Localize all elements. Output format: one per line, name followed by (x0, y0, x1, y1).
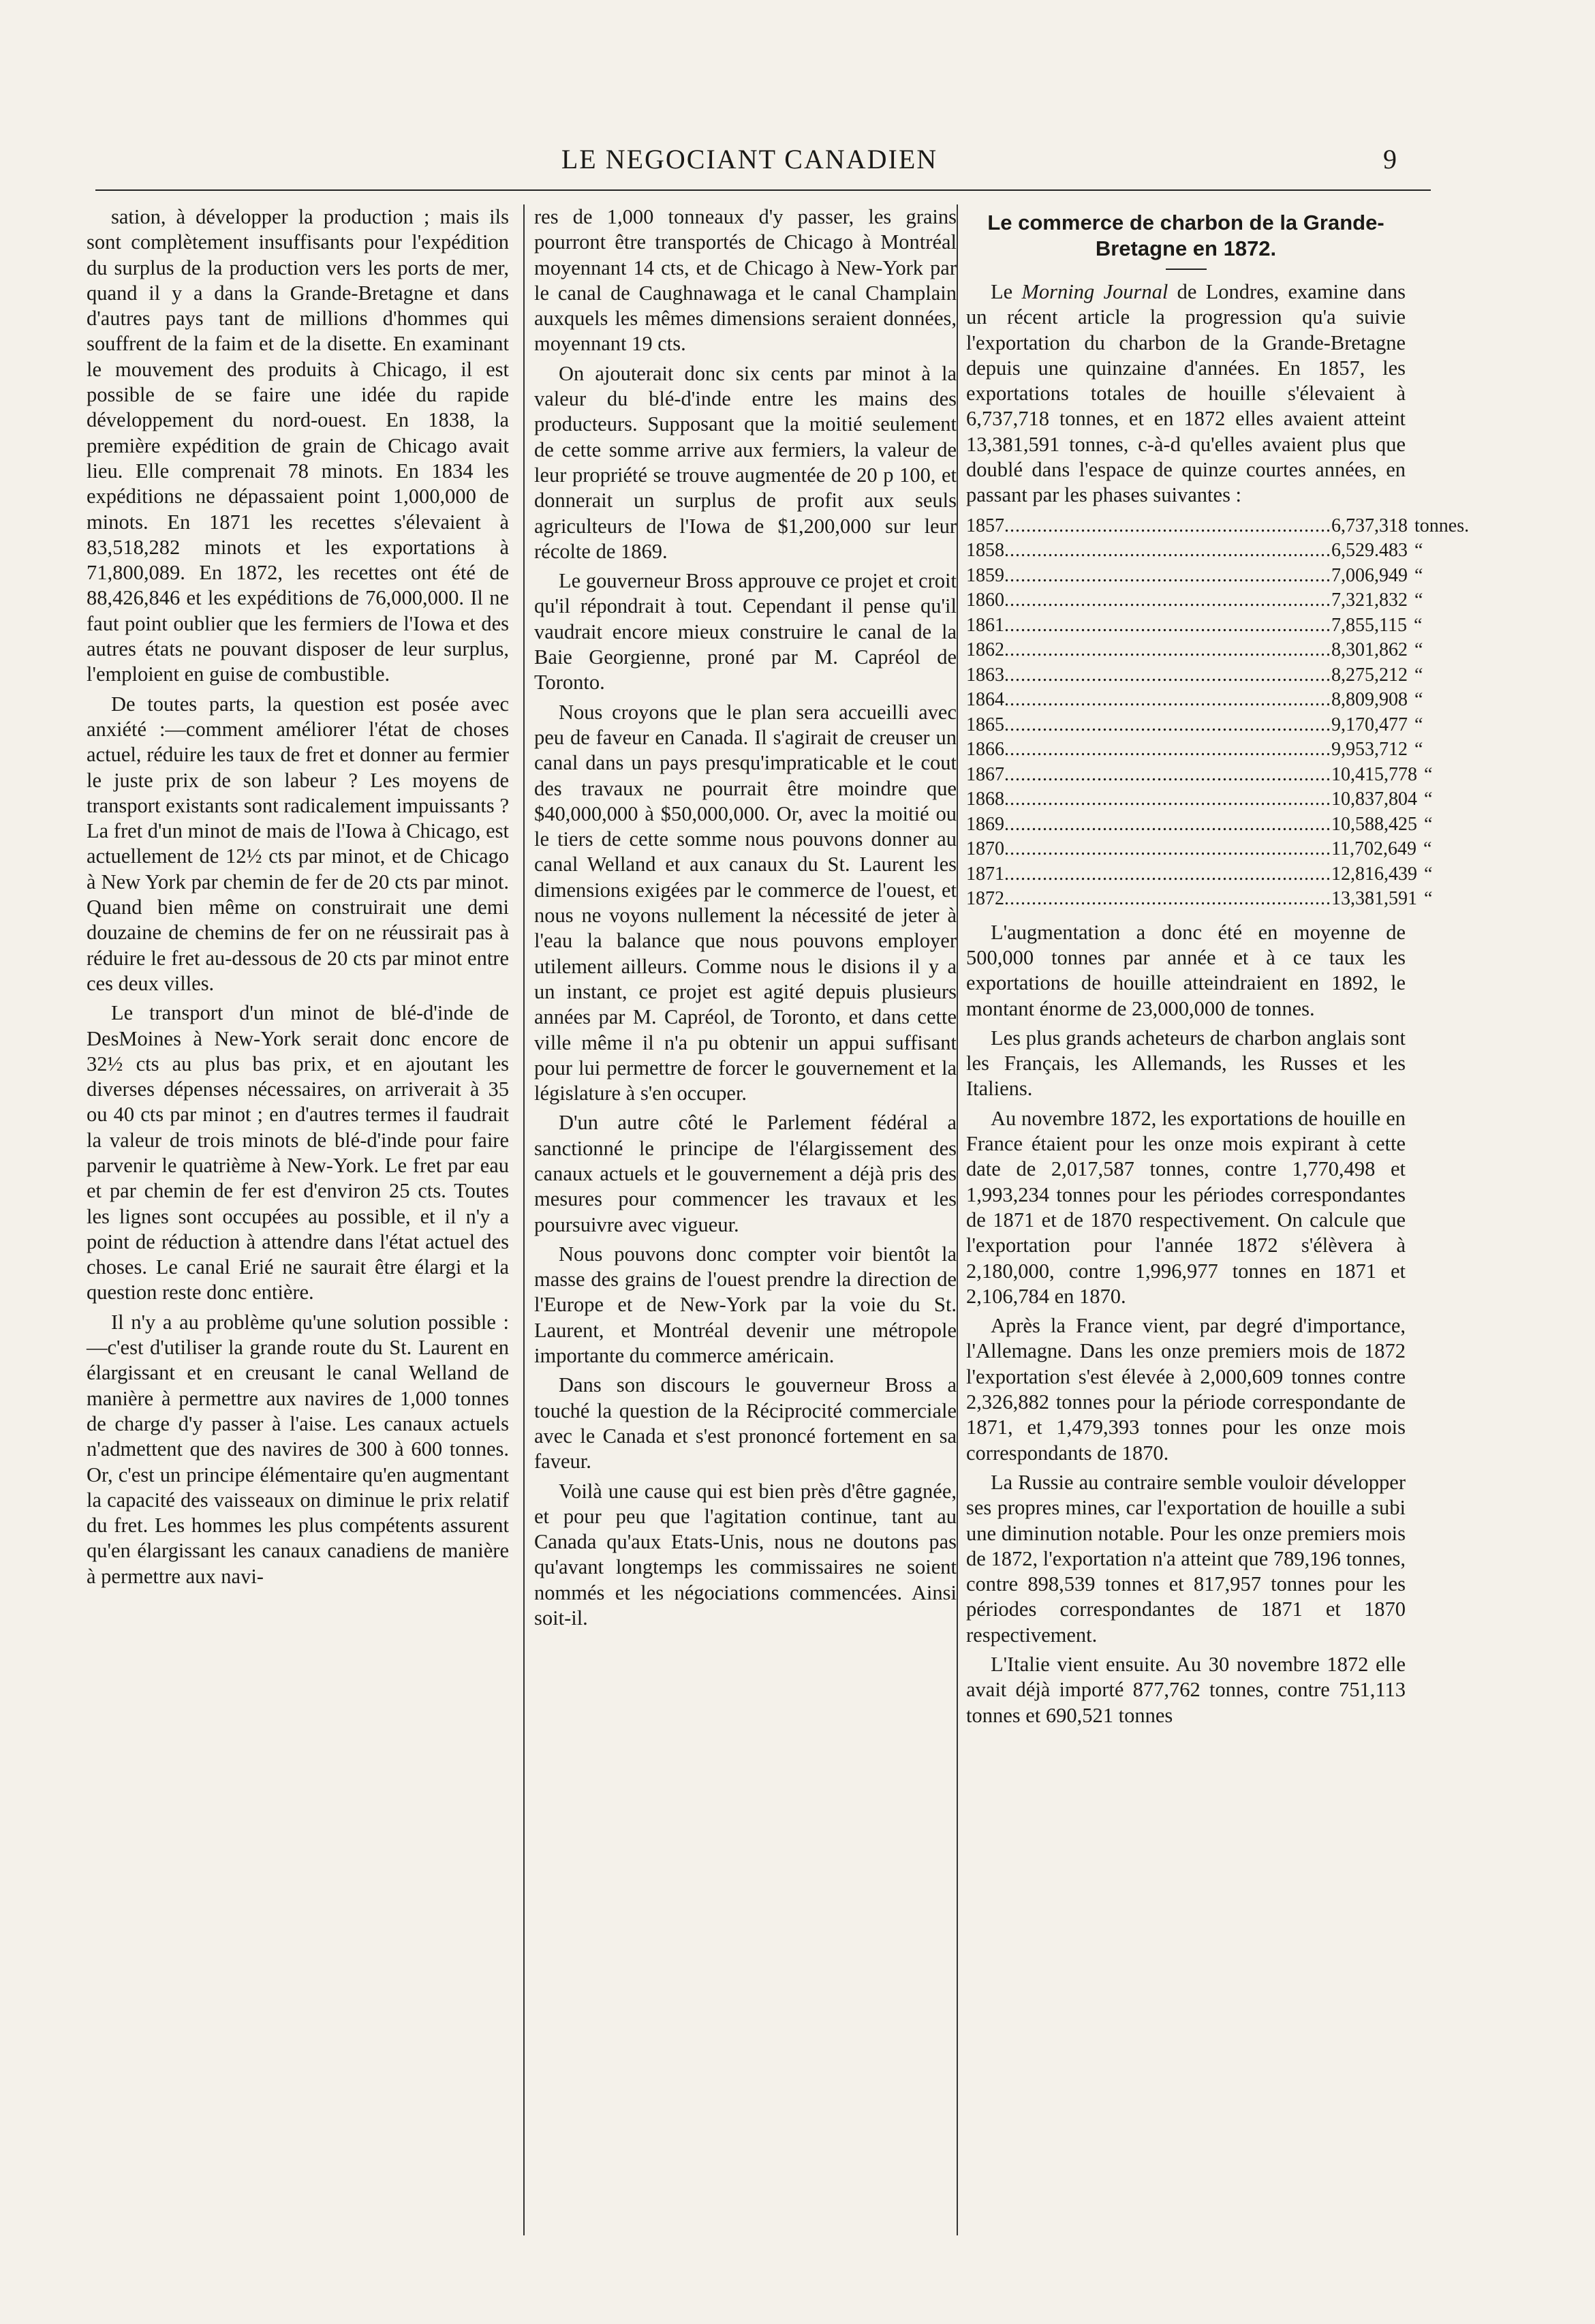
paragraph: Dans son discours le gouverneur Bross a touché la question de la Réciprocité commerciale avec le Canada et s'est prononcé fortement en sa faveur. (534, 1373, 957, 1473)
stat-unit: “ (1424, 888, 1433, 910)
stat-row (966, 737, 1423, 763)
leader-dots: ............................................................ (1004, 763, 1331, 785)
paragraph: De toutes parts, la question est posée avec anxiété :—comment améliorer l'état de choses actuel, réduire les taux de fret et donner au fermier le juste prix de son labeur ? Les moyens de transport existants sont radicalement impuissants ? La fret d'un minot de mais de l'Iowa à Chicago, est actuellement de 12½ cts par minot, et de Chicago à New York par chemin de fer de 20 cts par minot. Quand bien même on construirait une demi douzaine de chemins de fer on ne réussirait pas à réduire le fret au-dessous de 20 cts par minot entre ces deux villes. (87, 692, 509, 995)
stat-year: 1862 (966, 639, 1004, 661)
leader-dots: ............................................................ (1004, 515, 1331, 536)
stat-unit: “ (1413, 614, 1423, 636)
paragraph: Après la France vient, par degré d'importance, l'Allemagne. Dans les onze premiers mois de 1872 l'exportation s'est élevée à 2,000,609 tonnes contre 2,326,882 tonnes pour la période correspondante de 1871, et 1,479,393 tonnes pour les onze mois correspondants de 1870. (966, 1314, 1406, 1465)
leader-dots: ............................................................ (1004, 540, 1331, 562)
leader-dots: ............................................................ (1004, 664, 1331, 686)
leader-dots: ............................................................ (1004, 614, 1331, 636)
page-number: 9 (1383, 144, 1397, 174)
stat-value: 6,737,318 (1331, 515, 1408, 536)
paragraph: L'augmentation a donc été en moyenne de 500,000 tonnes par année et à ce taux les exportations de houille atteindraient en 1892, le montant énorme de 23,000,000 de tonnes. (966, 920, 1406, 1020)
stat-year: 1870 (966, 838, 1004, 860)
stat-value: 10,588,425 (1331, 813, 1417, 835)
stat-row (966, 837, 1432, 862)
stat-row (966, 663, 1423, 688)
stat-year: 1859 (966, 564, 1004, 586)
stat-value: 7,006,949 (1331, 564, 1408, 586)
stat-unit: tonnes. (1414, 515, 1470, 536)
paragraph: Nous pouvons donc compter voir bientôt la masse des grains de l'ouest prendre la direction de l'Europe et de New-York par la voie du St. Laurent, et Montréal devenir une métropole importante du commerce américain. (534, 1242, 957, 1368)
leader-dots: ............................................................ (1004, 789, 1331, 810)
column-2 (534, 204, 957, 2235)
stat-value: 9,953,712 (1331, 739, 1408, 761)
stat-unit: “ (1414, 639, 1423, 661)
stat-unit: “ (1423, 838, 1432, 860)
paragraph: On ajouterait donc six cents par minot à la valeur du blé-d'inde entre les mains des producteurs. Supposant que la moitié seulement de cette somme arrive aux fermiers, la valeur de leur propriété se trouve augmentée de 20 p 100, et donnerait un surplus de profit aux seuls agriculteurs de l'Iowa de $1,200,000 sur leur récolte de 1869. (534, 361, 957, 563)
stat-value: 9,170,477 (1331, 714, 1408, 735)
column-divider (523, 204, 525, 2235)
column-divider (957, 204, 958, 2235)
stat-value: 8,301,862 (1331, 639, 1408, 661)
leader-dots: ............................................................ (1004, 888, 1331, 910)
paragraph: Le gouverneur Bross approuve ce projet et croit qu'il répondrait à tout. Cependant il pense qu'il vaudrait encore mieux construire le canal de la Baie Georgienne, proné par M. Capréol de Toronto. (534, 569, 957, 694)
header-rule (95, 189, 1431, 191)
stat-year: 1858 (966, 540, 1004, 562)
export-statistics-table (966, 514, 1470, 912)
stat-value: 13,381,591 (1331, 888, 1417, 910)
stat-value: 10,837,804 (1331, 789, 1417, 810)
leader-dots: ............................................................ (1004, 590, 1331, 611)
intro-paragraph: Le Morning Journal de Londres, examine dans un récent article la progression qu'a suivie l'exportation du charbon de la Grande-Bretagne depuis une quinzaine d'années. En 1857, les exportations totales de houille s'élevaient à 6,737,718 tonnes, et en 1872 elles avaient atteint 13,381,591 tonnes, c-à-d qu'elles avaient plus que doublé dans l'espace de quinze courtes années, en passant par les phases suivantes : (966, 280, 1406, 507)
paragraph: L'Italie vient ensuite. Au 30 novembre 1872 elle avait déjà importé 877,762 tonnes, contre 751,113 tonnes et 690,521 tonnes (966, 1652, 1406, 1727)
stat-year: 1865 (966, 714, 1004, 735)
paragraph: Au novembre 1872, les exportations de houille en France étaient pour les onze mois expirant à cette date de 2,017,587 tonnes, contre 1,770,498 et 1,993,234 tonnes pour les périodes correspondantes de 1871 et de 1870 respectivement. On calcule que l'exportation pour l'année 1872 s'élèvera à 2,180,000, contre 1,996,977 tonnes en 1871 et 2,106,784 en 1870. (966, 1106, 1406, 1308)
stat-unit: “ (1424, 863, 1433, 885)
stat-value: 11,702,649 (1331, 838, 1416, 860)
column-1 (87, 204, 509, 2235)
leader-dots: ............................................................ (1004, 739, 1331, 761)
leader-dots: ............................................................ (1004, 714, 1331, 735)
stat-year: 1863 (966, 664, 1004, 686)
stat-row (966, 812, 1433, 838)
stat-unit: “ (1414, 590, 1423, 611)
paragraph: La Russie au contraire semble vouloir développer ses propres mines, car l'exportation de houille a subi une diminution notable. Pour les onze premiers mois de 1872, l'exportation n'a atteint que 789,196 tonnes, contre 898,539 tonnes et 817,957 tonnes pour les périodes correspondantes de 1871 et 1870 respectivement. (966, 1470, 1406, 1647)
stat-row (966, 638, 1423, 663)
newspaper-name: Morning Journal (1021, 280, 1168, 303)
leader-dots: ............................................................ (1004, 564, 1331, 586)
leader-dots: ............................................................ (1004, 813, 1331, 835)
leader-dots: ............................................................ (1004, 639, 1331, 661)
paragraph: D'un autre côté le Parlement fédéral a sanctionné le principe de l'élargissement des canaux actuels et le gouvernement a déjà pris des mesures pour commencer les travaux et les poursuivre avec vigueur. (534, 1111, 957, 1236)
paragraph: Voilà une cause qui est bien près d'être gagnée, et pour peu que l'agitation continue, tant au Canada qu'aux Etats-Unis, nous ne doutons pas qu'avant longtemps les commissaires ne soient nommés et les négociations commencées. Ainsi soit-il. (534, 1479, 957, 1630)
stat-year: 1871 (966, 863, 1004, 885)
stat-row (966, 713, 1423, 738)
stat-value: 7,321,832 (1331, 590, 1408, 611)
leader-dots: ............................................................ (1004, 863, 1331, 885)
stat-unit: “ (1424, 813, 1433, 835)
stat-year: 1857 (966, 515, 1004, 536)
paragraph: sation, à développer la production ; mais ils sont complètement insuffisants pour l'expédition du surplus de la production vers les ports de mer, quand il y a dans la Grande-Bretagne et dans d'autres pays tant de millions d'hommes qui souffrent de la faim et de la disette. En examinant le mouvement des produits à Chicago, il est possible de se faire une idée du rapide développement du nord-ouest. En 1838, la première expédition de grain de Chicago avait lieu. Elle comprenait 78 minots. En 1834 les expéditions ne dépassaient point 1,000,000 de minots. En 1871 les recettes s'élevaient à 83,518,282 minots et les exportations à 71,800,089. En 1872, les recettes ont été de 88,426,846 et les expéditions de 76,000,000. Il ne faut point oublier que les fermiers de l'Iowa et des autres états ne pouvant disposer de leur surplus, l'emploient en guise de combustible. (87, 205, 509, 686)
stat-year: 1860 (966, 590, 1004, 611)
stat-unit: “ (1414, 564, 1423, 586)
stat-unit: “ (1424, 789, 1433, 810)
stat-row (966, 588, 1423, 613)
stat-row (966, 763, 1433, 788)
leader-dots: ............................................................ (1004, 838, 1331, 860)
stat-year: 1872 (966, 888, 1004, 910)
stat-year: 1866 (966, 739, 1004, 761)
stat-unit: “ (1414, 540, 1423, 562)
paragraph: Le transport d'un minot de blé-d'inde de DesMoines à New-York serait donc encore de 32½ cts au plus bas prix, et en ajoutant les diverses dépenses nécessaires, on arriverait à 35 ou 40 cts par minot ; en d'autres termes il faudrait la valeur de trois minots de blé-d'inde pour faire parvenir le quatrième à New-York. Le fret par eau et par chemin de fer est d'environ 25 cts. Toutes les lignes sont occupées au possible, et il n'y a point de réduction à attendre dans l'état actuel des choses. Le canal Erié ne saurait être élargi et la question reste donc entière. (87, 1001, 509, 1304)
stat-value: 7,855,115 (1331, 614, 1407, 636)
stat-year: 1864 (966, 689, 1004, 711)
stat-unit: “ (1414, 689, 1423, 711)
title-separator (1166, 269, 1207, 270)
stat-unit: “ (1414, 664, 1423, 686)
stat-value: 6,529.483 (1331, 540, 1408, 562)
stat-unit: “ (1414, 739, 1423, 761)
stat-row (966, 787, 1433, 812)
stat-year: 1867 (966, 763, 1004, 785)
stat-row (966, 862, 1433, 887)
stat-unit: “ (1424, 763, 1433, 785)
stat-value: 10,415,778 (1331, 763, 1417, 785)
leader-dots: ............................................................ (1004, 689, 1331, 711)
column-3 (966, 204, 1470, 2235)
stat-row (966, 514, 1470, 539)
stat-row (966, 613, 1423, 639)
stat-value: 8,809,908 (1331, 689, 1408, 711)
paragraph: Nous croyons que le plan sera accueilli avec peu de faveur en Canada. Il s'agirait de creuser un canal dans un pays presqu'impraticable et le cout des travaux ne pourrait être moindre que $40,000,000 à $50,000,000. Or, avec la moitié ou le tiers de cette somme nous pouvons donner au canal Welland et aux canaux du St. Laurent les dimensions exigées par le commerce de l'ouest, et nous ne voyons nullement la nécessité de jeter à l'eau la balance que nous pouvons employer utilement ailleurs. Comme nous le disions il y a un instant, ce projet est agité depuis plusieurs années par M. Capréol, de Toronto, et dans cette ville même il n'a pu obtenir un appui suffisant pour lui permettre de forcer le gouvernement et la législature à s'en occuper. (534, 700, 957, 1105)
stat-row (966, 538, 1423, 564)
stat-value: 8,275,212 (1331, 664, 1408, 686)
page-header (102, 143, 1397, 184)
stat-row (966, 887, 1433, 912)
stat-row (966, 564, 1423, 589)
stat-unit: “ (1414, 714, 1423, 735)
stat-row (966, 688, 1423, 713)
stat-year: 1861 (966, 614, 1004, 636)
newspaper-title: LE NEGOCIANT CANADIEN (561, 144, 938, 174)
stat-value: 12,816,439 (1331, 863, 1417, 885)
stat-year: 1868 (966, 789, 1004, 810)
paragraph: Les plus grands acheteurs de charbon anglais sont les Français, les Allemands, les Russes et les Italiens. (966, 1026, 1406, 1101)
article-title: Le commerce de charbon de la Grande-Bretagne en 1872. (987, 211, 1384, 260)
paragraph: res de 1,000 tonneaux d'y passer, les grains pourront être transportés de Chicago à Montréal moyennant 14 cts, et de Chicago à New-York par le canal de Caughnawaga et le canal Champlain auxquels les mêmes dimensions seraient données, moyennant 19 cts. (534, 205, 957, 356)
paragraph: Il n'y a au problème qu'une solution possible :—c'est d'utiliser la grande route du St. Laurent en élargissant et en creusant le canal Welland de manière à permettre aux navires de 1,000 tonnes de charge d'y passer à l'aise. Les canaux actuels n'admettent que des navires de 300 à 600 tonnes. Or, c'est un principe élémentaire qu'en augmentant la capacité des vaisseaux on diminue le prix relatif du fret. Les hommes les plus compétents assurent qu'en élargissant les canaux canadiens de manière à permettre aux navi- (87, 1310, 509, 1588)
stat-year: 1869 (966, 813, 1004, 835)
